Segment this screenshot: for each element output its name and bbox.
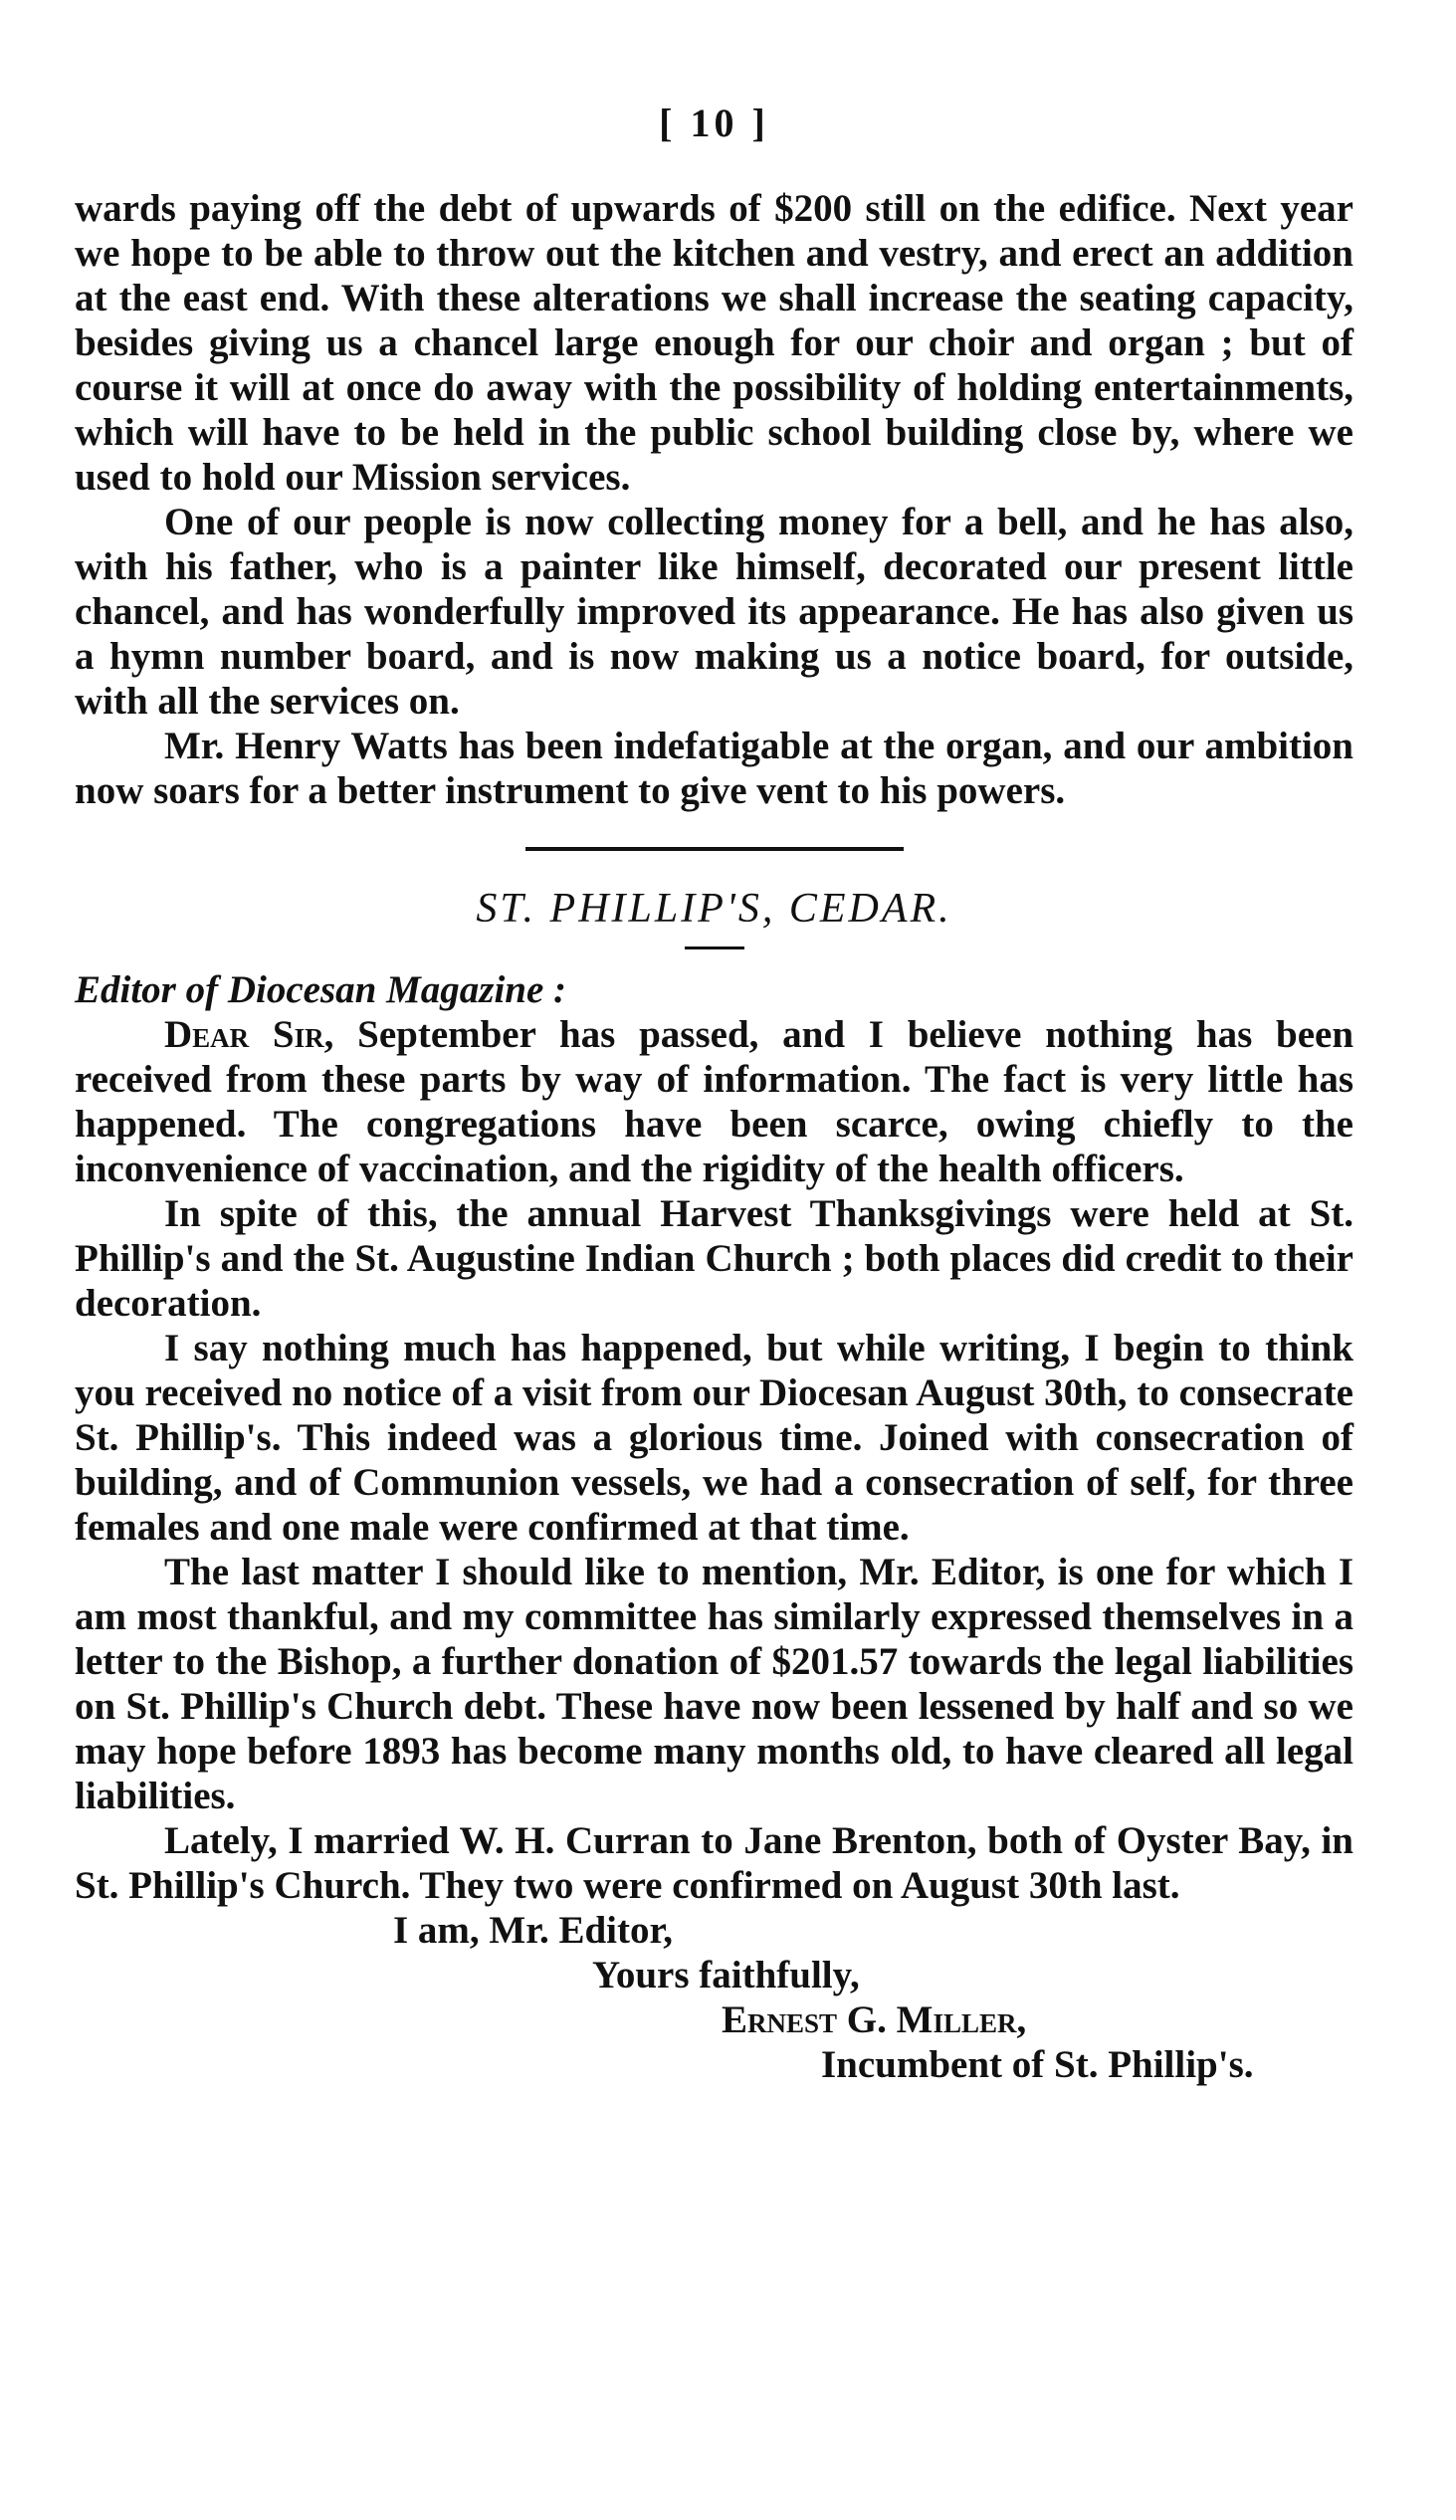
letter-paragraph-harvest: In spite of this, the annual Harvest Thanksgivings were held at St. Phillip's and the St. Augustine Indian Church ; both places did credit to their decoration. — [75, 1192, 1353, 1325]
section-divider — [525, 847, 904, 851]
document-page — [75, 100, 1353, 2087]
signature-title: Incumbent of St. Phillip's. — [821, 2043, 1254, 2086]
letter-paragraph-donation: The last matter I should like to mention, Mr. Editor, is one for which I am most thankful, and my committee has similarly expressed themselves in a letter to the Bishop, a further donation of $201.57 towards the legal liabilities on St. Phillip's Church debt. These have now been lessened by half and so we may hope before 1893 has become many months old, to have cleared all legal liabilities. — [75, 1551, 1353, 1817]
signature: Ernest G. Miller, — [722, 1998, 1027, 2041]
letter-paragraph-marriage: Lately, I married W. H. Curran to Jane Brenton, both of Oyster Bay, in St. Phillip's Church. They two were confirmed on August 30th last. — [75, 1819, 1353, 1907]
page-number: [ 10 ] — [659, 101, 769, 145]
letter-opening-text: September has passed, and I believe nothing has been received from these parts by way of information. The fact is very little has happened. The congregations have been scarce, owing chiefly to the inconvenience of vaccination, and the rigidity of the health officers. — [75, 1013, 1354, 1190]
paragraph-organ: Mr. Henry Watts has been indefatigable at the organ, and our ambition now soars for a better instrument to give vent to his powers. — [75, 725, 1353, 812]
closing-line-2: Yours faithfully, — [592, 1954, 860, 1996]
letter-opening — [75, 1012, 1353, 1191]
paragraph-bell: One of our people is now collecting money for a bell, and he has also, with his father, who is a painter like himself, decorated our present little chancel, and has wonderfully improved its appearance. He has also given us a hymn number board, and is now making us a notice board, for outside, with all the services on. — [75, 501, 1353, 723]
letter-paragraph-consecration: I say nothing much has happened, but while writing, I begin to think you received no notice of a visit from our Diocesan August 30th, to consecrate St. Phillip's. This indeed was a glorious time. Joined with consecration of building, and of Communion vessels, we had a consecration of self, for three females and one male were confirmed at that time. — [75, 1327, 1353, 1549]
section-title: ST. PHILLIP'S, CEDAR. — [476, 886, 952, 932]
title-ornament — [685, 946, 744, 949]
closing-line-1: I am, Mr. Editor, — [393, 1909, 673, 1952]
letter-greeting: Dear Sir, — [164, 1013, 334, 1056]
salutation: Editor of Diocesan Magazine : — [75, 968, 567, 1011]
paragraph-continuation: wards paying off the debt of upwards of $200 still on the edifice. Next year we hope to be able to throw out the kitchen and vestry, and erect an addition at the east end. With these alterations we shall increase the seating capacity, besides giving us a chancel large enough for our choir and organ ; but of course it will at once do away with the possibility of holding entertainments, which will have to be held in the public school building close by, where we used to hold our Mission services. — [75, 187, 1353, 499]
